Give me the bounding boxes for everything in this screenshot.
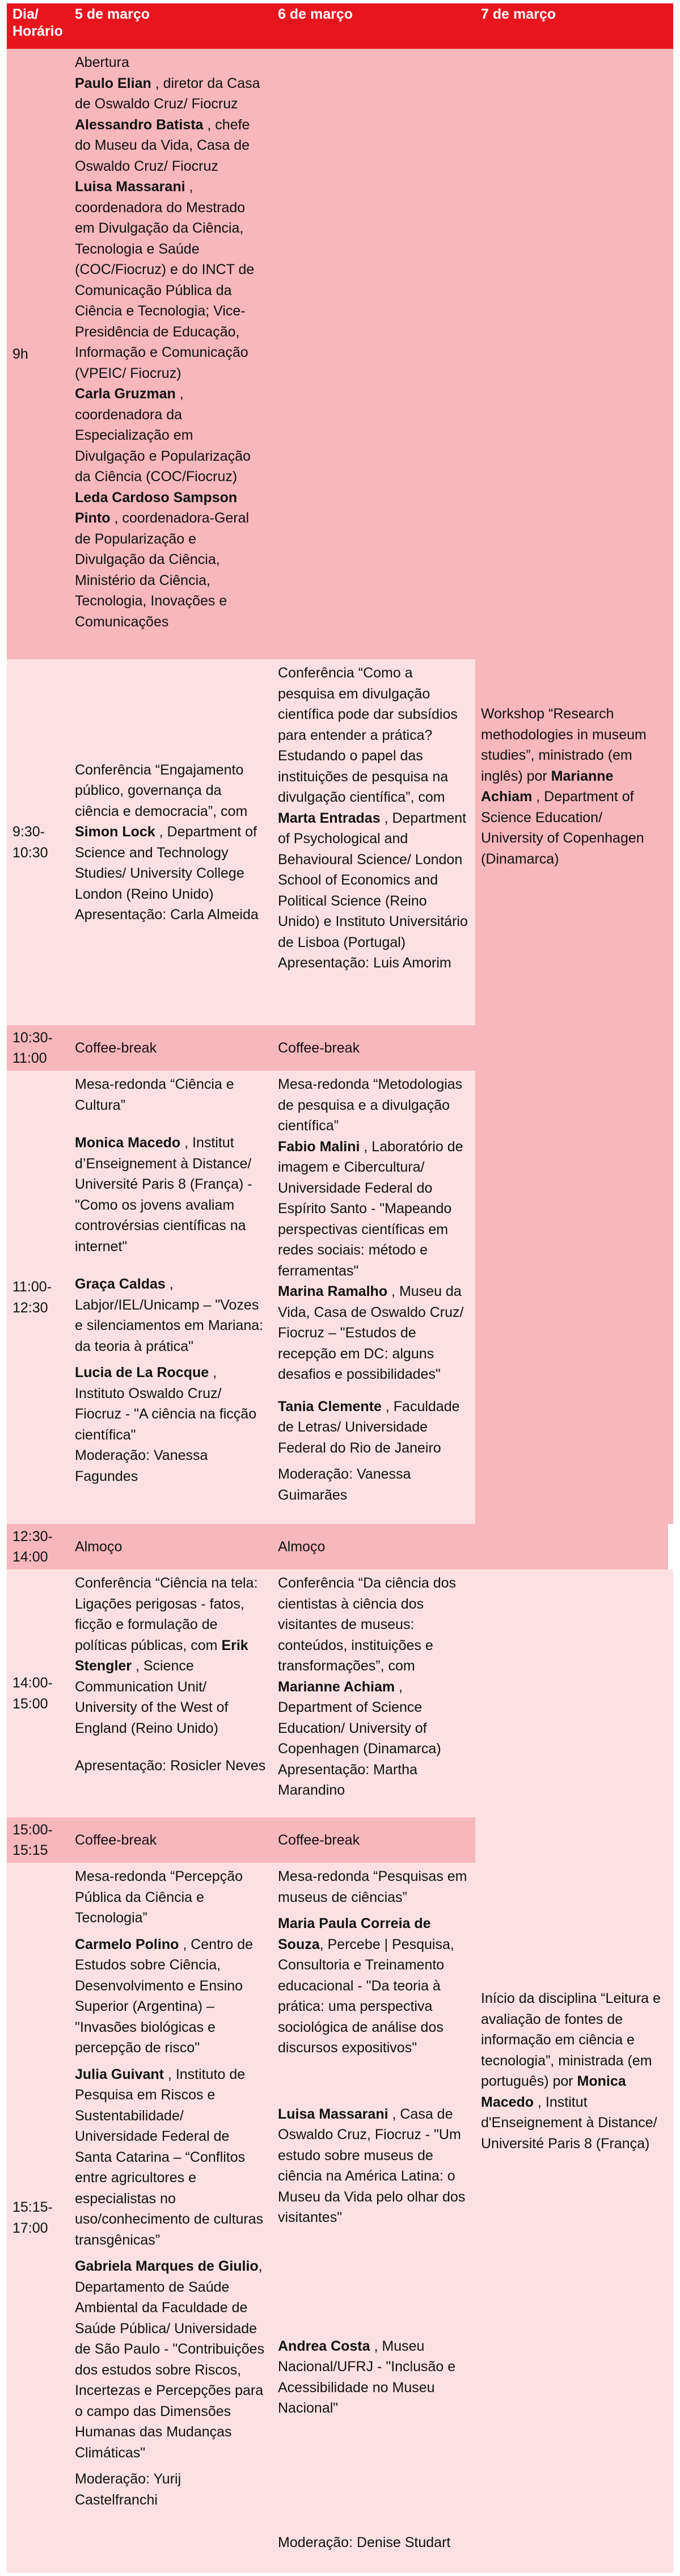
header-day-2-label: 6 de março: [278, 6, 353, 22]
time-label: 10:30- 11:00: [12, 1029, 53, 1066]
conference-pre: Conferência “Como a pesquisa em divulgação científica pode dar subsídios para entender a prática? Estudando o papel das instituições de pesquisa na divulgação científica”, com: [278, 665, 458, 805]
panelist-name: Luisa Massarani: [278, 2106, 388, 2122]
panelist: [278, 1281, 470, 1385]
spacer: [278, 2228, 470, 2336]
spacer: [75, 1257, 267, 1274]
panelist-talk: , Institut d’Enseignement à Distance/ Université Paris 8 (França) - "Como os jovens avaliam controvérsias científicas na internet": [75, 1135, 252, 1255]
panelist-name: Tania Clemente: [278, 1398, 382, 1415]
spacer: [278, 1385, 470, 1396]
lunch-cell: [272, 1524, 475, 1569]
round-table-cell: [272, 1863, 475, 2573]
spacer: [75, 2463, 267, 2469]
workshop-cell: [475, 49, 673, 1524]
header-day-3-label: 7 de março: [481, 6, 556, 22]
conference-speaker: Erik Stengler: [75, 1637, 248, 1674]
opening-speaker: [75, 115, 267, 177]
panelist-talk: , Centro de Estudos sobre Ciência, Desenvolvimento e Ensino Superior (Argentina) – "Invasões biológicas e percepção de risco": [75, 1936, 254, 2056]
panelist-talk: , Museu da Vida, Casa de Oswaldo Cruz/ Fiocruz – "Estudos de recepção em DC: alguns desafios e possibilidades": [278, 1283, 464, 1382]
panelist: [75, 1274, 267, 1357]
panelist-talk: , Instituto de Pesquisa em Riscos e Sustentabilidade/ Universidade Federal de Santa Catarina – “Conflitos entre agricultores e especialistas no uso/conhecimento de culturas transgênicas”: [75, 2066, 264, 2248]
panelist-name: Andrea Costa: [278, 2338, 370, 2354]
conference-cell: [69, 659, 272, 1025]
workshop-pre: Workshop “Research methodologies in museum studies”, ministrado (em inglês) por: [481, 706, 647, 784]
course-pre: Início da disciplina “Leitura e avaliação de fontes de informação em ciência e tecnologia”, ministrada (em português) por: [481, 1990, 661, 2089]
panelist-name: Gabriela Marques de Giulio: [75, 2258, 259, 2274]
panelist: [75, 1934, 267, 2059]
panelist: [278, 2336, 470, 2419]
time-label: 9h: [12, 346, 28, 362]
conference-cell: [272, 659, 475, 1025]
conference-pre: Conferência “Ciência na tela: Ligações perigosas - fatos, ficção e formulação de políticas públicas, com: [75, 1575, 258, 1653]
panelist: [75, 1133, 267, 1257]
lunch-cell: [69, 1524, 272, 1569]
header-time: [7, 3, 69, 49]
course-name: Monica Macedo: [481, 2073, 626, 2110]
time-label: 11:00- 12:30: [12, 1279, 52, 1316]
time-cell: [7, 1817, 69, 1863]
workshop-name: Marianne Achiam: [481, 768, 614, 805]
conference-post: , Department of Psychological and Behavioural Science/ London School of Economics and Political Science (Reino Unido) e Instituto Universitário de Lisboa (Portugal) Apresentação: Luis Amorim: [278, 810, 468, 971]
course-post: , Institut d'Enseignement à Distance/ Université Paris 8 (França): [481, 2094, 657, 2152]
round-table-cell: [69, 1071, 272, 1524]
conference-text: [75, 1573, 267, 1739]
speaker-name: Alessandro Batista: [75, 116, 204, 133]
panelist-name: Graça Caldas: [75, 1276, 166, 1292]
time-label: 9:30- 10:30: [12, 824, 48, 861]
panelist: [278, 1913, 470, 2059]
panelist-name: Julia Guivant: [75, 2066, 164, 2082]
coffee-break-label: Coffee-break: [278, 1039, 360, 1056]
header-day-1: [69, 3, 272, 49]
moderator: Moderação: Yurij Castelfranchi: [75, 2471, 181, 2508]
header-day-3: [475, 3, 673, 49]
round-table-title: Mesa-redonda “Ciência e Cultura”: [75, 1076, 234, 1113]
round-table-cell: [69, 1863, 272, 2573]
time-label: 12:30- 14:00: [12, 1528, 53, 1565]
lunch-label: Almoço: [75, 1538, 123, 1555]
panelist-name: Lucia de La Rocque: [75, 1365, 209, 1380]
panelist-talk: , Percebe | Pesquisa, Consultoria e Treinamento educacional - "Da teoria à prática: uma perspectiva sociológica de análise dos discursos expositivos": [278, 1936, 454, 2056]
time-cell: [7, 1025, 69, 1071]
panelist-talk: , Faculdade de Letras/ Universidade Federal do Rio de Janeiro: [278, 1398, 460, 1456]
time-label: 15:15- 17:00: [12, 2199, 53, 2236]
time-cell: [7, 1524, 69, 1569]
conference-speaker: Simon Lock: [75, 824, 155, 840]
spacer: [278, 1908, 470, 1913]
conference-text: [278, 1573, 470, 1801]
spacer: [75, 2250, 267, 2256]
time-cell: [7, 1071, 69, 1524]
speaker-name: Paulo Elian: [75, 75, 151, 91]
panelist: [278, 1396, 470, 1459]
moderator: Moderação: Vanessa Guimarães: [278, 1466, 411, 1503]
speaker-role: , chefe do Museu da Vida, Casa de Oswaldo Cruz/ Fiocruz: [75, 116, 250, 174]
conference-presenter: Apresentação: Rosicler Neves: [75, 1758, 266, 1774]
opening-speaker: [75, 384, 267, 487]
empty-cell: [475, 1524, 668, 1569]
speaker-name: Carla Gruzman: [75, 386, 176, 402]
header-time-label: Dia/ Horário: [12, 6, 63, 39]
header-day-2: [272, 3, 475, 49]
time-label: 15:00- 15:15: [12, 1821, 53, 1858]
speaker-role: , coordenadora do Mestrado em Divulgação da Ciência, Tecnologia e Saúde (COC/Fiocruz) e do INCT de Comunicação Pública da Ciência e Tecnologia; Vice-Presidência de Educação, Informação e Comunicação (VPEIC/ Fiocruz): [75, 179, 255, 381]
panelist-talk: , Museu Nacional/UFRJ - "Inclusão e Acessibilidade no Museu Nacional": [278, 2338, 456, 2416]
panelist-name: Carmelo Polino: [75, 1936, 179, 1952]
conference-speaker: Marianne Achiam: [278, 1678, 395, 1695]
time-cell: [7, 1569, 69, 1817]
panelist-name: Marina Ramalho: [278, 1283, 388, 1299]
opening-session-cell: [69, 49, 272, 659]
panelist-name: Monica Macedo: [75, 1135, 181, 1151]
spacer: [278, 1458, 470, 1464]
panelist-name: Maria Paula Correia de Souza: [278, 1916, 431, 1952]
opening-speaker: [75, 176, 267, 384]
panelist-talk: , Casa de Oswaldo Cruz, Fiocruz - "Um estudo sobre museus de ciência na América Latina: o Museu da Vida pelo olhar dos visitantes": [278, 2106, 466, 2225]
conference-text: [278, 663, 470, 974]
course-cell: [475, 1569, 673, 2573]
coffee-break-label: Coffee-break: [75, 1832, 157, 1848]
conference-pre: Conferência “Da ciência dos cientistas à ciência dos visitantes de museus: conteúdos, instituições e transformações”, com: [278, 1575, 457, 1674]
workshop-post: , Department of Science Education/ University of Copenhagen (Dinamarca): [481, 789, 644, 867]
panelist-talk: , Instituto Oswaldo Cruz/ Fiocruz - "A ciência na ficção científica": [75, 1365, 257, 1443]
coffee-break-cell: [69, 1025, 272, 1071]
workshop-text: [481, 704, 668, 869]
panelist-talk: , Labjor/IEL/Unicamp – "Vozes e silenciamentos em Mariana: da teoria à prática": [75, 1276, 264, 1354]
conference-cell: [69, 1569, 272, 1817]
spacer: [278, 2059, 470, 2104]
spacer: [278, 2419, 470, 2532]
coffee-break-label: Coffee-break: [75, 1039, 157, 1056]
header-day-1-label: 5 de março: [75, 6, 150, 22]
panelist: [278, 1137, 470, 1282]
moderator: Moderação: Denise Studart: [278, 2534, 451, 2550]
speaker-name: Leda Cardoso Sampson Pinto: [75, 489, 238, 526]
conference-speaker: Marta Entradas: [278, 810, 381, 826]
conference-cell: [272, 1569, 475, 1817]
time-cell: [7, 659, 69, 1025]
conference-pre: Conferência “Engajamento público, governança da ciência e democracia”, com: [75, 761, 248, 819]
round-table-title: Mesa-redonda “Percepção Pública da Ciência e Tecnologia”: [75, 1868, 243, 1926]
speaker-role: , coordenadora-Geral de Popularização e Divulgação da Ciência, Ministério da Ciência, Tecnologia, Inovações e Comunicações: [75, 510, 250, 630]
course-text: [481, 1988, 668, 2154]
speaker-role: , diretor da Casa de Oswaldo Cruz/ Fiocruz: [75, 75, 260, 112]
coffee-break-cell: [69, 1817, 272, 1863]
spacer: [75, 1739, 267, 1756]
conference-post: , Department of Science Education/ University of Copenhagen (Dinamarca) Apresentação: Martha Marandino: [278, 1678, 441, 1798]
coffee-break-label: Coffee-break: [278, 1832, 360, 1848]
round-table-title: Mesa-redonda “Metodologias de pesquisa e a divulgação científica”: [278, 1076, 463, 1134]
panelist: [75, 2256, 267, 2463]
empty-cell: [272, 49, 475, 659]
spacer: [75, 1116, 267, 1133]
conference-post: , Department of Science and Technology Studies/ University College London (Reino Unido) Apresentação: Carla Almeida: [75, 824, 259, 923]
round-table-title: Mesa-redonda “Pesquisas em museus de ciências”: [278, 1868, 467, 1905]
panelist-talk: , Departamento de Saúde Ambiental da Faculdade de Saúde Pública/ Universidade de São Paulo - "Contribuições dos estudos sobre Riscos, Incertezas e Percepções para o campo das Dimensões Humanas das Mudanças Climáticas": [75, 2258, 265, 2461]
spacer: [75, 1357, 267, 1362]
opening-title: Abertura: [75, 54, 129, 70]
panelist: [75, 1362, 267, 1445]
panelist: [278, 2104, 470, 2228]
moderator: Moderação: Vanessa Fagundes: [75, 1447, 208, 1484]
panelist-talk: , Laboratório de imagem e Cibercultura/ Universidade Federal do Espírito Santo - "Mapeando perspectivas científicas em redes sociais: método e ferramentas": [278, 1138, 463, 1279]
spacer: [75, 1929, 267, 1934]
time-cell: [7, 49, 69, 659]
lunch-label: Almoço: [278, 1538, 326, 1555]
round-table-cell: [272, 1071, 475, 1524]
opening-speaker: [75, 73, 267, 115]
coffee-break-cell: [272, 1817, 475, 1863]
panelist: [75, 2064, 267, 2251]
conference-text: [75, 760, 267, 925]
coffee-break-cell: [272, 1025, 475, 1071]
spacer: [75, 2059, 267, 2064]
conference-post: , Science Communication Unit/ University of the West of England (Reino Unido): [75, 1658, 229, 1736]
time-cell: [7, 1863, 69, 2573]
panelist-name: Fabio Malini: [278, 1138, 360, 1155]
time-label: 14:00- 15:00: [12, 1675, 53, 1712]
speaker-name: Luisa Massarani: [75, 179, 185, 195]
opening-speaker: [75, 487, 267, 633]
speaker-role: , coordenadora da Especialização em Divulgação e Popularização da Ciência (COC/Fiocruz): [75, 386, 251, 485]
